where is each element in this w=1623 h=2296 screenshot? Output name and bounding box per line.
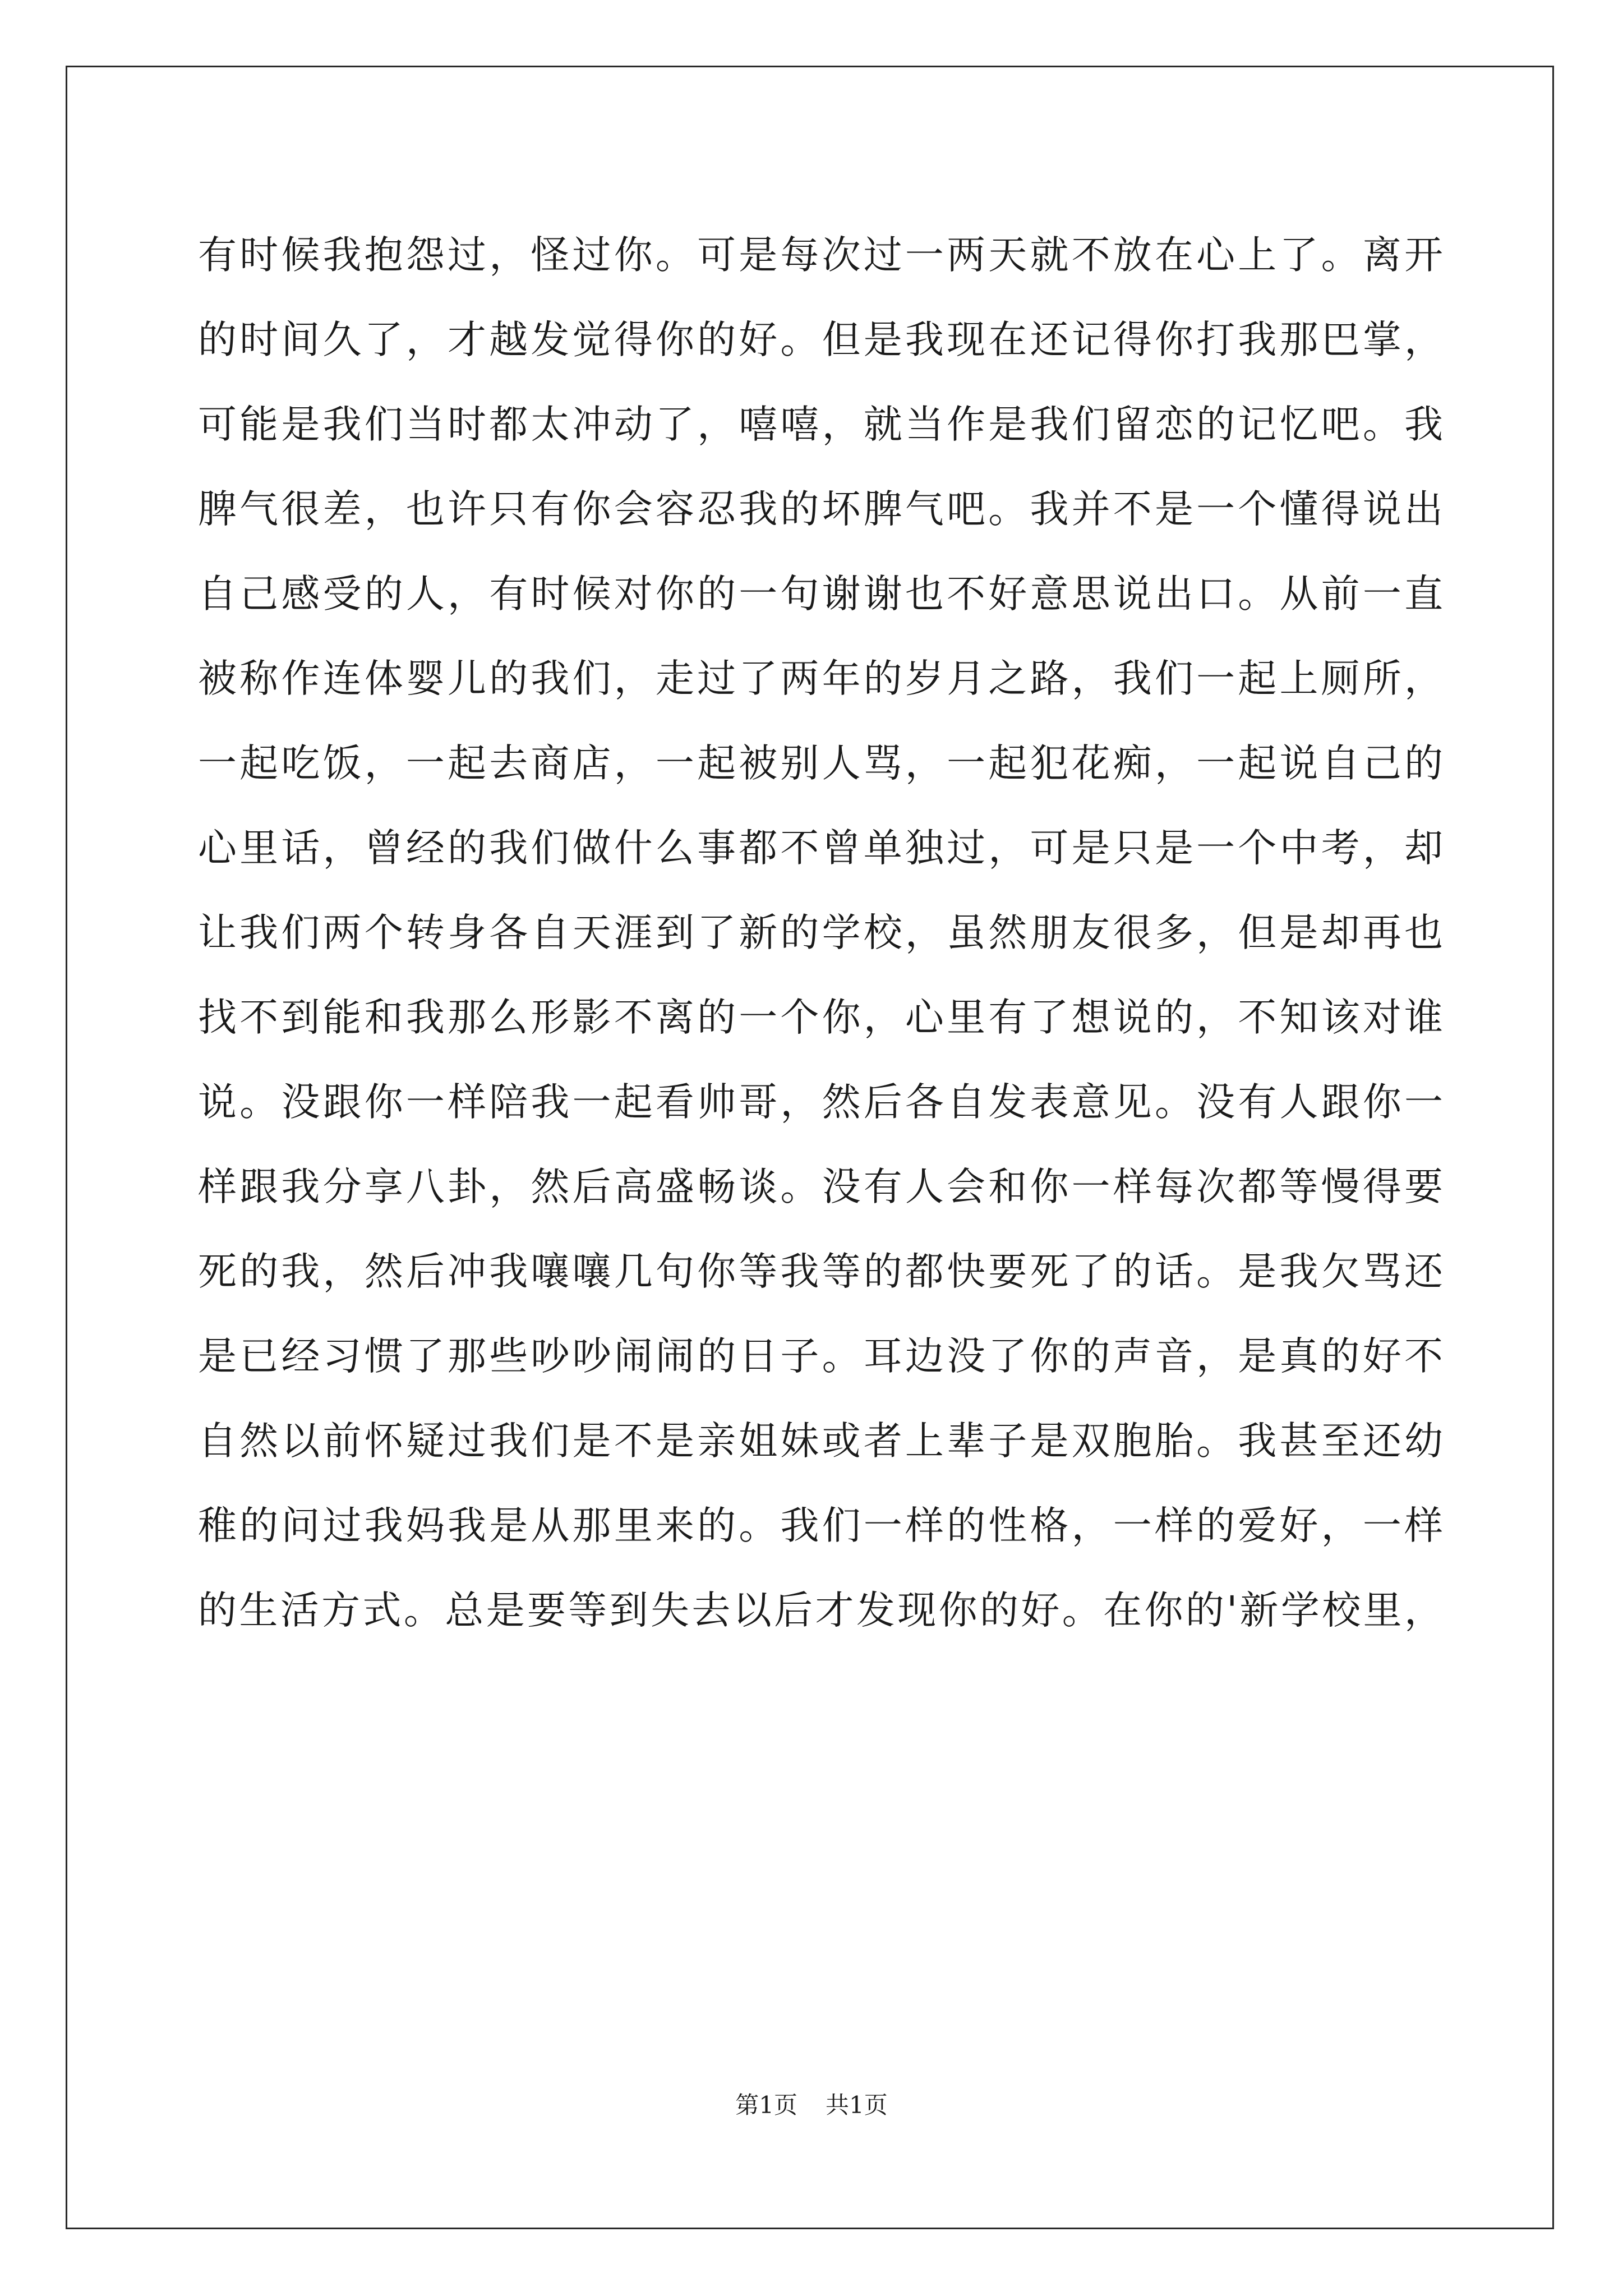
text-line-5: 自己感受的人，有时候对你的一句谢谢也不好意思说出口。从前一直 [198,572,1443,616]
text-line-4: 脾气很差，也许只有你会容忍我的坏脾气吧。我并不是一个懂得说出 [198,487,1443,532]
text-line-11: 说。没跟你一样陪我一起看帅哥，然后各自发表意见。没有人跟你一 [198,1080,1443,1125]
text-line-3: 可能是我们当时都太冲动了，嘻嘻，就当作是我们留恋的记忆吧。我 [198,402,1443,447]
text-line-12: 样跟我分享八卦，然后高盛畅谈。没有人会和你一样每次都等慢得要 [198,1165,1443,1209]
text-line-2: 的时间久了，才越发觉得你的好。但是我现在还记得你打我那巴掌， [198,318,1443,362]
text-line-8: 心里话，曾经的我们做什么事都不曾单独过，可是只是一个中考，却 [198,826,1443,871]
text-line-7: 一起吃饭，一起去商店，一起被别人骂，一起犯花痴，一起说自己的 [198,741,1443,786]
text-line-15: 自然以前怀疑过我们是不是亲姐妹或者上辈子是双胞胎。我甚至还幼 [198,1419,1443,1464]
text-line-14: 是已经习惯了那些吵吵闹闹的日子。耳边没了你的声音，是真的好不 [198,1334,1443,1379]
page-number: 第1页 [735,2091,797,2119]
page-footer [0,2090,1623,2121]
text-line-16: 稚的问过我妈我是从那里来的。我们一样的性格，一样的爱好，一样 [198,1503,1443,1548]
text-line-9: 让我们两个转身各自天涯到了新的学校，虽然朋友很多，但是却再也 [198,910,1443,955]
document-body [198,213,1443,1653]
text-line-6: 被称作连体婴儿的我们，走过了两年的岁月之路，我们一起上厕所， [198,656,1443,701]
text-line-13: 死的我，然后冲我嚷嚷几句你等我等的都快要死了的话。是我欠骂还 [198,1249,1443,1294]
text-line-10: 找不到能和我那么形影不离的一个你，心里有了想说的，不知该对谁 [198,995,1443,1040]
page-total: 共1页 [826,2091,888,2119]
text-line-1: 有时候我抱怨过，怪过你。可是每次过一两天就不放在心上了。离开 [198,233,1443,278]
text-line-17: 的生活方式。总是要等到失去以后才发现你的好。在你的'新学校里， [198,1588,1443,1633]
